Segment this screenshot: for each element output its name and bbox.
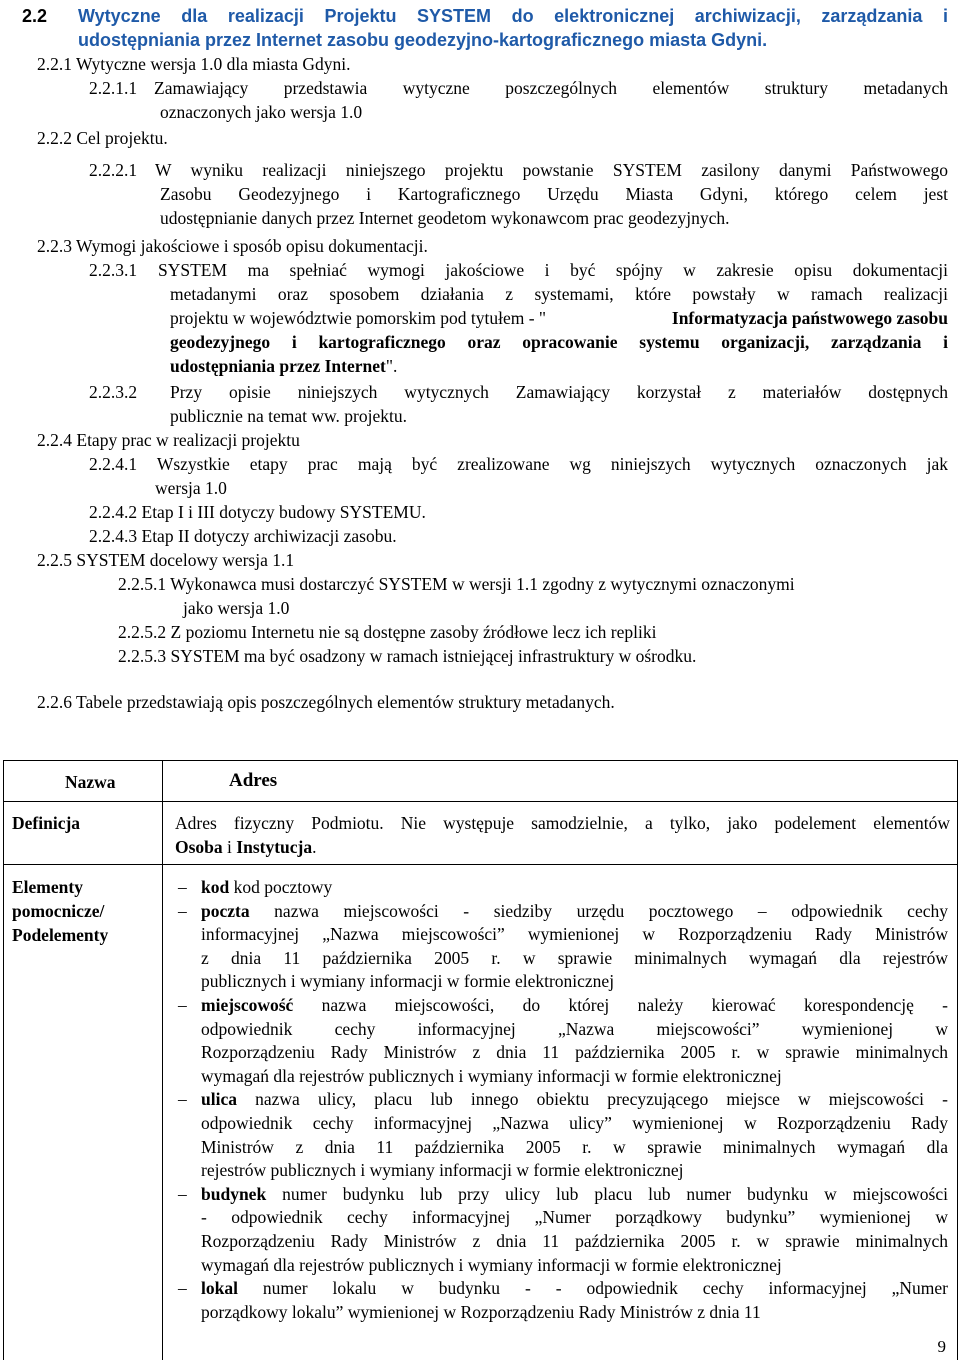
table-column-divider [162, 760, 163, 1360]
list-bullet: – [178, 877, 187, 897]
list-item-term: lokal [201, 1278, 238, 1299]
list-item-line: rejestrów publicznych i wymiany informacji w formie elektronicznej [201, 1160, 684, 1181]
item-2-2-1: 2.2.1 Wytyczne wersja 1.0 dla miasta Gdyni. [37, 54, 351, 74]
item-2-2-4: 2.2.4 Etapy prac w realizacji projektu [37, 430, 300, 450]
list-item-text: nazwa ulicy, placu lub innego obiektu precyzującego miejsce w miejscowości - [236, 1089, 948, 1110]
item-2-2-1-1-number: 2.2.1.1 [89, 78, 138, 98]
table-definition-osoba: Osoba [175, 837, 223, 857]
item-2-2-4-2: 2.2.4.2 Etap I i III dotyczy budowy SYSTEMU. [89, 502, 426, 522]
list-item-line: Rozporządzeniu Rady Ministrów z dnia 11 października 2005 r. w sprawie minimalnych [201, 1231, 948, 1251]
list-bullet: – [178, 995, 187, 1015]
item-2-2-3-1-line1: SYSTEM ma spełniać wymogi jakościowe i być spójny w zakresie opisu dokumentacji [158, 260, 948, 280]
list-item-line: odpowiednik cechy informacyjnej „Nazwa ulicy” wymienionej w Rozporządzeniu Rady [201, 1113, 948, 1133]
list-item-text: numer lokalu w budynku - - odpowiednik cechy informacyjnej „Numer [237, 1278, 948, 1299]
metadata-table [3, 760, 958, 1360]
item-2-2-3-1-line4: geodezyjnego i kartograficznego oraz opracowanie systemu organizacji, zarządzania i [170, 332, 948, 352]
item-2-2-2-1-line1: W wyniku realizacji niniejszego projektu powstanie SYSTEM zasilony danymi Państwowego [155, 160, 948, 180]
list-item-text: nazwa miejscowości - siedziby urzędu pocztowego – odpowiednik cechy [249, 900, 948, 921]
list-item-line: Ministrów z dnia 11 października 2005 r. w sprawie minimalnych wymagań dla [201, 1136, 948, 1157]
list-item-text: nazwa miejscowości, do której należy kierować korespondencję - [293, 995, 948, 1015]
item-2-2-3-1-line5 [170, 354, 397, 378]
item-2-2-3-2-line2: publicznie na temat ww. projektu. [170, 406, 407, 426]
table-rule-1 [3, 801, 958, 802]
table-header-adres: Adres [229, 770, 278, 791]
list-item-term: ulica [201, 1089, 237, 1110]
table-label-podelementy: Podelementy [12, 925, 109, 945]
list-item-line: odpowiednik cechy informacyjnej „Nazwa miejscowości” wymienionej w [201, 1018, 948, 1039]
list-item-line: - odpowiednik cechy informacyjnej „Numer porządkowy budynku” wymienionej w [201, 1207, 948, 1228]
list-item-line: porządkowy lokalu” wymienionej w Rozporządzeniu Rady Ministrów z dnia 11 [201, 1301, 761, 1322]
item-2-2-3-1-line3-plain: projektu w województwie pomorskim pod tytułem - " [170, 308, 547, 328]
list-item-line [201, 993, 948, 1017]
table-definition-line1: Adres fizyczny Podmiotu. Nie występuje samodzielnie, a tylko, jako podelement elementów [175, 813, 950, 833]
item-2-2-6: 2.2.6 Tabele przedstawiają opis poszczególnych elementów struktury metadanych. [37, 692, 615, 712]
item-2-2-3-1-line5-bold: udostępniania przez Internet [170, 356, 386, 376]
list-item-line [201, 1182, 948, 1206]
table-definition-and: i [222, 837, 237, 857]
section-number: 2.2 [22, 6, 48, 26]
item-2-2-1-1-line2: oznaczonych jako wersja 1.0 [160, 102, 363, 122]
table-rule-2 [3, 864, 958, 865]
table-border-top [3, 760, 958, 761]
section-title-line1: Wytyczne dla realizacji Projektu SYSTEM do elektronicznej archiwizacji, zarządzania i [78, 6, 948, 26]
list-item-line [201, 899, 948, 923]
item-2-2-3-2-number: 2.2.3.2 [89, 382, 138, 402]
list-bullet: – [178, 1183, 187, 1204]
item-2-2-2-1-number: 2.2.2.1 [89, 160, 138, 180]
section-title-line2: udostępniania przez Internet zasobu geodezyjno-kartograficznego miasta Gdyni. [78, 30, 768, 50]
list-item-term: budynek [201, 1183, 267, 1204]
list-item-term: poczta [201, 900, 250, 921]
table-header-nazwa: Nazwa [65, 772, 116, 792]
item-2-2-3-2-line1: Przy opisie niniejszych wytycznych Zamawiający korzystał z materiałów dostępnych [170, 382, 948, 402]
list-item-line: wymagań dla rejestrów publicznych i wymiany informacji w formie elektronicznej [201, 1065, 782, 1086]
item-2-2-3-1-line5-end: ". [385, 356, 398, 376]
list-item-line: wymagań dla rejestrów publicznych i wymiany informacji w formie elektronicznej [201, 1254, 782, 1275]
list-item-term: kod [201, 877, 230, 897]
list-item-line [201, 875, 948, 899]
item-2-2-4-1-line2: wersja 1.0 [155, 478, 227, 498]
item-2-2-2: 2.2.2 Cel projektu. [37, 128, 168, 148]
item-2-2-5-2: 2.2.5.2 Z poziomu Internetu nie są dostępne zasoby źródłowe lecz ich repliki [118, 622, 657, 642]
list-item-line: z dnia 11 października 2005 r. w sprawie minimalnych wymagań dla rejestrów [201, 947, 948, 968]
item-2-2-3-1-number: 2.2.3.1 [89, 260, 138, 280]
list-item-text: kod pocztowy [229, 877, 333, 897]
list-item-line [201, 1276, 948, 1300]
table-label-pomocnicze: pomocnicze/ [12, 901, 105, 921]
item-2-2-3-1-line3 [170, 306, 948, 330]
page-number: 9 [937, 1337, 946, 1356]
list-item-line: informacyjnej „Nazwa miejscowości” wymienionej w Rozporządzeniu Rady Ministrów [201, 924, 948, 945]
list-item-term: miejscowość [201, 995, 294, 1015]
item-2-2-5-1-line2: jako wersja 1.0 [183, 598, 290, 618]
item-2-2-2-1-line2: Zasobu Geodezyjnego i Kartograficznego Urzędu Miasta Gdyni, którego celem jest [160, 184, 948, 204]
list-bullet: – [178, 1089, 187, 1110]
item-2-2-5: 2.2.5 SYSTEM docelowy wersja 1.1 [37, 550, 295, 570]
list-item-text: numer budynku lub przy ulicy lub placu lub numer budynku w miejscowości [266, 1183, 948, 1204]
table-border-right [957, 760, 958, 1360]
item-2-2-4-1-line1: 2.2.4.1 Wszystkie etapy prac mają być zrealizowane wg niniejszych wytycznych oznaczonych jak [89, 454, 948, 474]
item-2-2-2-1-line3: udostępnianie danych przez Internet geodetom wykonawcom prac geodezyjnych. [160, 208, 730, 228]
table-label-elementy: Elementy [12, 877, 83, 897]
table-border-left [3, 760, 4, 1360]
list-item-line: Rozporządzeniu Rady Ministrów z dnia 11 października 2005 r. w sprawie minimalnych [201, 1042, 948, 1063]
table-definition-period: . [312, 837, 317, 857]
table-definition-instytucja: Instytucja [236, 837, 313, 857]
table-definition-line2 [175, 835, 317, 859]
item-2-2-3-1-line2: metadanymi oraz sposobem działania z systemami, które powstały w ramach realizacji [170, 284, 948, 304]
item-2-2-5-1-line1: 2.2.5.1 Wykonawca musi dostarczyć SYSTEM w wersji 1.1 zgodny z wytycznymi oznaczonymi [118, 574, 795, 594]
list-item-line [201, 1087, 948, 1111]
list-item-line: publicznych i wymiany informacji w formie elektronicznej [201, 971, 615, 992]
item-2-2-4-3: 2.2.4.3 Etap II dotyczy archiwizacji zasobu. [89, 526, 397, 546]
item-2-2-3: 2.2.3 Wymogi jakościowe i sposób opisu dokumentacji. [37, 236, 428, 256]
item-2-2-1-1-line1: Zamawiający przedstawia wytyczne poszczególnych elementów struktury metadanych [154, 78, 948, 98]
item-2-2-3-1-line3-bold: Informatyzacja państwowego zasobu [671, 308, 948, 328]
list-bullet: – [178, 1278, 187, 1299]
list-bullet: – [178, 900, 187, 921]
table-label-definicja: Definicja [12, 813, 81, 833]
item-2-2-5-3: 2.2.5.3 SYSTEM ma być osadzony w ramach istniejącej infrastruktury w ośrodku. [118, 646, 697, 666]
